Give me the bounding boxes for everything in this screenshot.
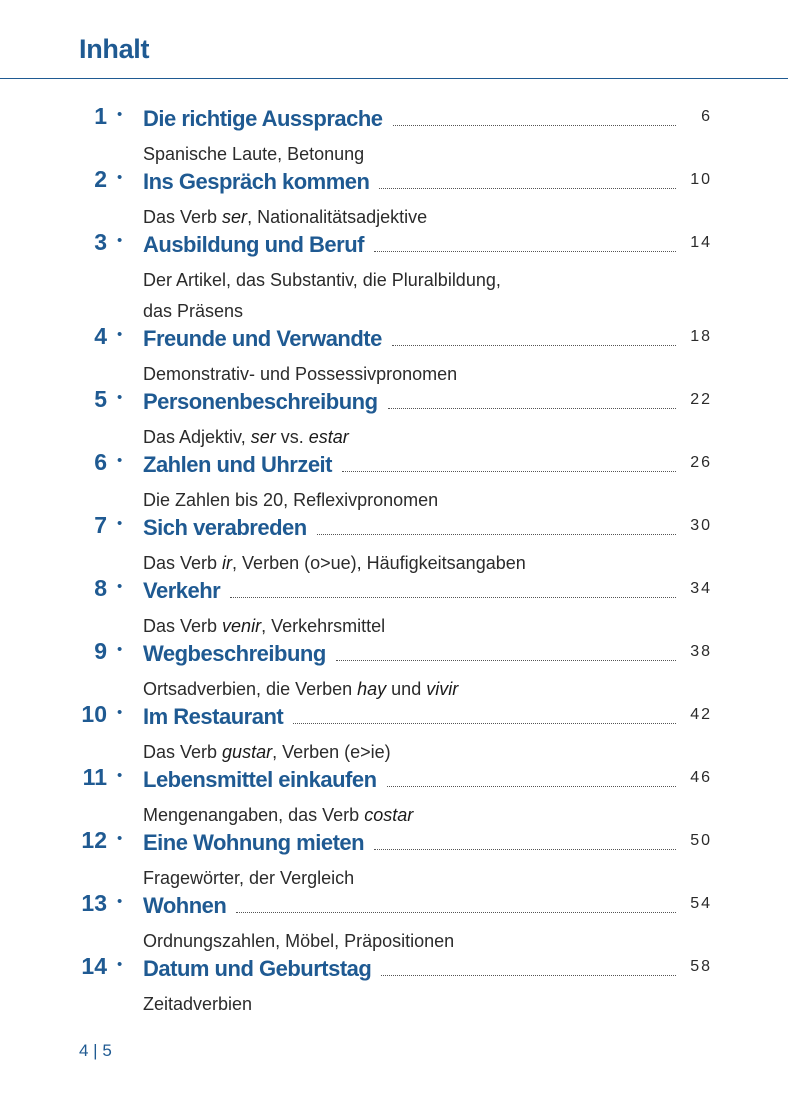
- table-of-contents: [0, 101, 788, 1014]
- page-number: 10: [690, 171, 712, 188]
- description-text: , Verben (o>ue), Häufigkeitsangaben: [232, 553, 526, 573]
- page-number: 46: [690, 769, 712, 786]
- bullet-icon: •: [117, 106, 123, 123]
- toc-entry[interactable]: [0, 888, 788, 951]
- bullet-icon: •: [117, 893, 123, 910]
- page-number: 30: [690, 517, 712, 534]
- dotted-leader: [381, 975, 676, 976]
- chapter-heading: [143, 447, 686, 479]
- chapter-heading: [143, 227, 686, 259]
- chapter-number: 2: [94, 166, 107, 192]
- chapter-title-link[interactable]: Verkehr: [143, 578, 221, 603]
- grammar-term: ser: [250, 427, 276, 447]
- dotted-leader: [236, 912, 676, 913]
- toc-entry[interactable]: [0, 573, 788, 636]
- dotted-leader: [388, 408, 676, 409]
- toc-entry[interactable]: [0, 825, 788, 888]
- toc-entry[interactable]: [0, 510, 788, 573]
- chapter-number: 5: [94, 386, 107, 412]
- dotted-leader: [374, 849, 676, 850]
- chapter-number: 7: [94, 512, 107, 538]
- dotted-leader: [379, 188, 676, 189]
- dotted-leader: [393, 125, 676, 126]
- description-text: Das Adjektiv,: [143, 427, 251, 447]
- page-number: 26: [690, 454, 712, 471]
- chapter-title-link[interactable]: Die richtige Aussprache: [143, 106, 383, 131]
- description-text: Zeitadverbien: [143, 994, 253, 1014]
- chapter-title-link[interactable]: Datum und Geburtstag: [143, 956, 372, 981]
- page-number: 6: [701, 108, 712, 125]
- dotted-leader: [293, 723, 676, 724]
- bullet-icon: •: [117, 515, 123, 532]
- description-text: Ordnungszahlen, Möbel, Präpositionen: [143, 931, 455, 951]
- chapter-heading: [143, 762, 686, 794]
- chapter-number: 8: [94, 575, 107, 601]
- grammar-term: vivir: [426, 679, 459, 699]
- bullet-icon: •: [117, 232, 123, 249]
- page-number: 22: [690, 391, 712, 408]
- bullet-icon: •: [117, 169, 123, 186]
- chapter-title-link[interactable]: Ausbildung und Beruf: [143, 232, 364, 257]
- toc-entry[interactable]: [0, 101, 788, 164]
- description-text: Das Verb: [143, 553, 223, 573]
- toc-entry[interactable]: [0, 384, 788, 447]
- chapter-number: 3: [94, 229, 107, 255]
- grammar-term: venir: [222, 616, 262, 636]
- grammar-term: hay: [357, 679, 387, 699]
- toc-entry[interactable]: [0, 762, 788, 825]
- grammar-term: ir: [222, 553, 233, 573]
- dotted-leader: [392, 345, 676, 346]
- chapter-description: [143, 989, 703, 1020]
- chapter-heading: [143, 636, 686, 668]
- toc-entry[interactable]: [0, 164, 788, 227]
- page-number: 54: [690, 895, 712, 912]
- chapter-title-link[interactable]: Lebensmittel einkaufen: [143, 767, 377, 792]
- chapter-number: 4: [94, 323, 107, 349]
- chapter-number: 10: [81, 701, 107, 727]
- grammar-term: costar: [364, 805, 414, 825]
- page-title: Inhalt: [79, 34, 150, 64]
- title-divider: [0, 78, 788, 79]
- toc-entry[interactable]: [0, 951, 788, 1014]
- description-text: , Nationalitätsadjektive: [247, 207, 428, 227]
- page-number: 34: [690, 580, 712, 597]
- bullet-icon: •: [117, 389, 123, 406]
- description-text: Die Zahlen bis 20, Reflexivpronomen: [143, 490, 439, 510]
- dotted-leader: [342, 471, 676, 472]
- page-number: 18: [690, 328, 712, 345]
- description-text: Der Artikel, das Substantiv, die Pluralbildung,: [143, 270, 501, 290]
- chapter-title-link[interactable]: Eine Wohnung mieten: [143, 830, 365, 855]
- dotted-leader: [230, 597, 676, 598]
- chapter-heading: [143, 321, 686, 353]
- page-number: 38: [690, 643, 712, 660]
- page-number: 42: [690, 706, 712, 723]
- chapter-title-link[interactable]: Wohnen: [143, 893, 227, 918]
- description-text: Ortsadverbien, die Verben: [143, 679, 358, 699]
- description-text: und: [386, 679, 427, 699]
- description-text: Das Verb: [143, 207, 223, 227]
- chapter-number: 11: [82, 764, 107, 790]
- chapter-number: 1: [94, 103, 107, 129]
- toc-entry[interactable]: [0, 447, 788, 510]
- page-numbers-footer: 4 | 5: [79, 1041, 112, 1060]
- chapter-title-link[interactable]: Sich verabreden: [143, 515, 307, 540]
- chapter-number: 12: [81, 827, 107, 853]
- description-text: Mengenangaben, das Verb: [143, 805, 365, 825]
- chapter-heading: [143, 384, 686, 416]
- chapter-description: [143, 265, 703, 327]
- chapter-heading: [143, 510, 686, 542]
- description-text: Das Verb: [143, 616, 223, 636]
- page-number: 58: [690, 958, 712, 975]
- toc-entry[interactable]: [0, 636, 788, 699]
- bullet-icon: •: [117, 641, 123, 658]
- toc-entry[interactable]: [0, 227, 788, 321]
- description-text: Spanische Laute, Betonung: [143, 144, 365, 164]
- description-text: vs.: [275, 427, 309, 447]
- grammar-term: estar: [308, 427, 349, 447]
- chapter-number: 14: [81, 953, 107, 979]
- chapter-number: 13: [81, 890, 107, 916]
- dotted-leader: [387, 786, 676, 787]
- bullet-icon: •: [117, 956, 123, 973]
- chapter-heading: [143, 101, 686, 133]
- description-text: , Verkehrsmittel: [261, 616, 386, 636]
- chapter-title-link[interactable]: Im Restaurant: [143, 704, 284, 729]
- chapter-heading: [143, 951, 686, 983]
- description-text: Das Verb: [143, 742, 223, 762]
- page-number: 14: [690, 234, 712, 251]
- dotted-leader: [317, 534, 676, 535]
- bullet-icon: •: [117, 767, 123, 784]
- chapter-heading: [143, 573, 686, 605]
- chapter-title-link[interactable]: Zahlen und Uhrzeit: [143, 452, 332, 477]
- chapter-title-link[interactable]: Wegbeschreibung: [143, 641, 326, 666]
- chapter-heading: [143, 699, 686, 731]
- chapter-title-link[interactable]: Personenbeschreibung: [143, 389, 378, 414]
- dotted-leader: [336, 660, 676, 661]
- toc-entry[interactable]: [0, 699, 788, 762]
- description-text: , Verben (e>ie): [272, 742, 391, 762]
- bullet-icon: •: [117, 326, 123, 343]
- bullet-icon: •: [117, 452, 123, 469]
- chapter-title-link[interactable]: Ins Gespräch kommen: [143, 169, 370, 194]
- description-text: Fragewörter, der Vergleich: [143, 868, 355, 888]
- bullet-icon: •: [117, 578, 123, 595]
- description-text: das Präsens: [143, 301, 244, 321]
- grammar-term: ser: [222, 207, 248, 227]
- toc-entry[interactable]: [0, 321, 788, 384]
- dotted-leader: [374, 251, 676, 252]
- chapter-heading: [143, 888, 686, 920]
- bullet-icon: •: [117, 704, 123, 721]
- bullet-icon: •: [117, 830, 123, 847]
- chapter-number: 6: [94, 449, 107, 475]
- grammar-term: gustar: [222, 742, 273, 762]
- page-number: 50: [690, 832, 712, 849]
- description-text: Demonstrativ- und Possessivpronomen: [143, 364, 458, 384]
- chapter-heading: [143, 164, 686, 196]
- chapter-title-link[interactable]: Freunde und Verwandte: [143, 326, 382, 351]
- chapter-heading: [143, 825, 686, 857]
- chapter-number: 9: [94, 638, 107, 664]
